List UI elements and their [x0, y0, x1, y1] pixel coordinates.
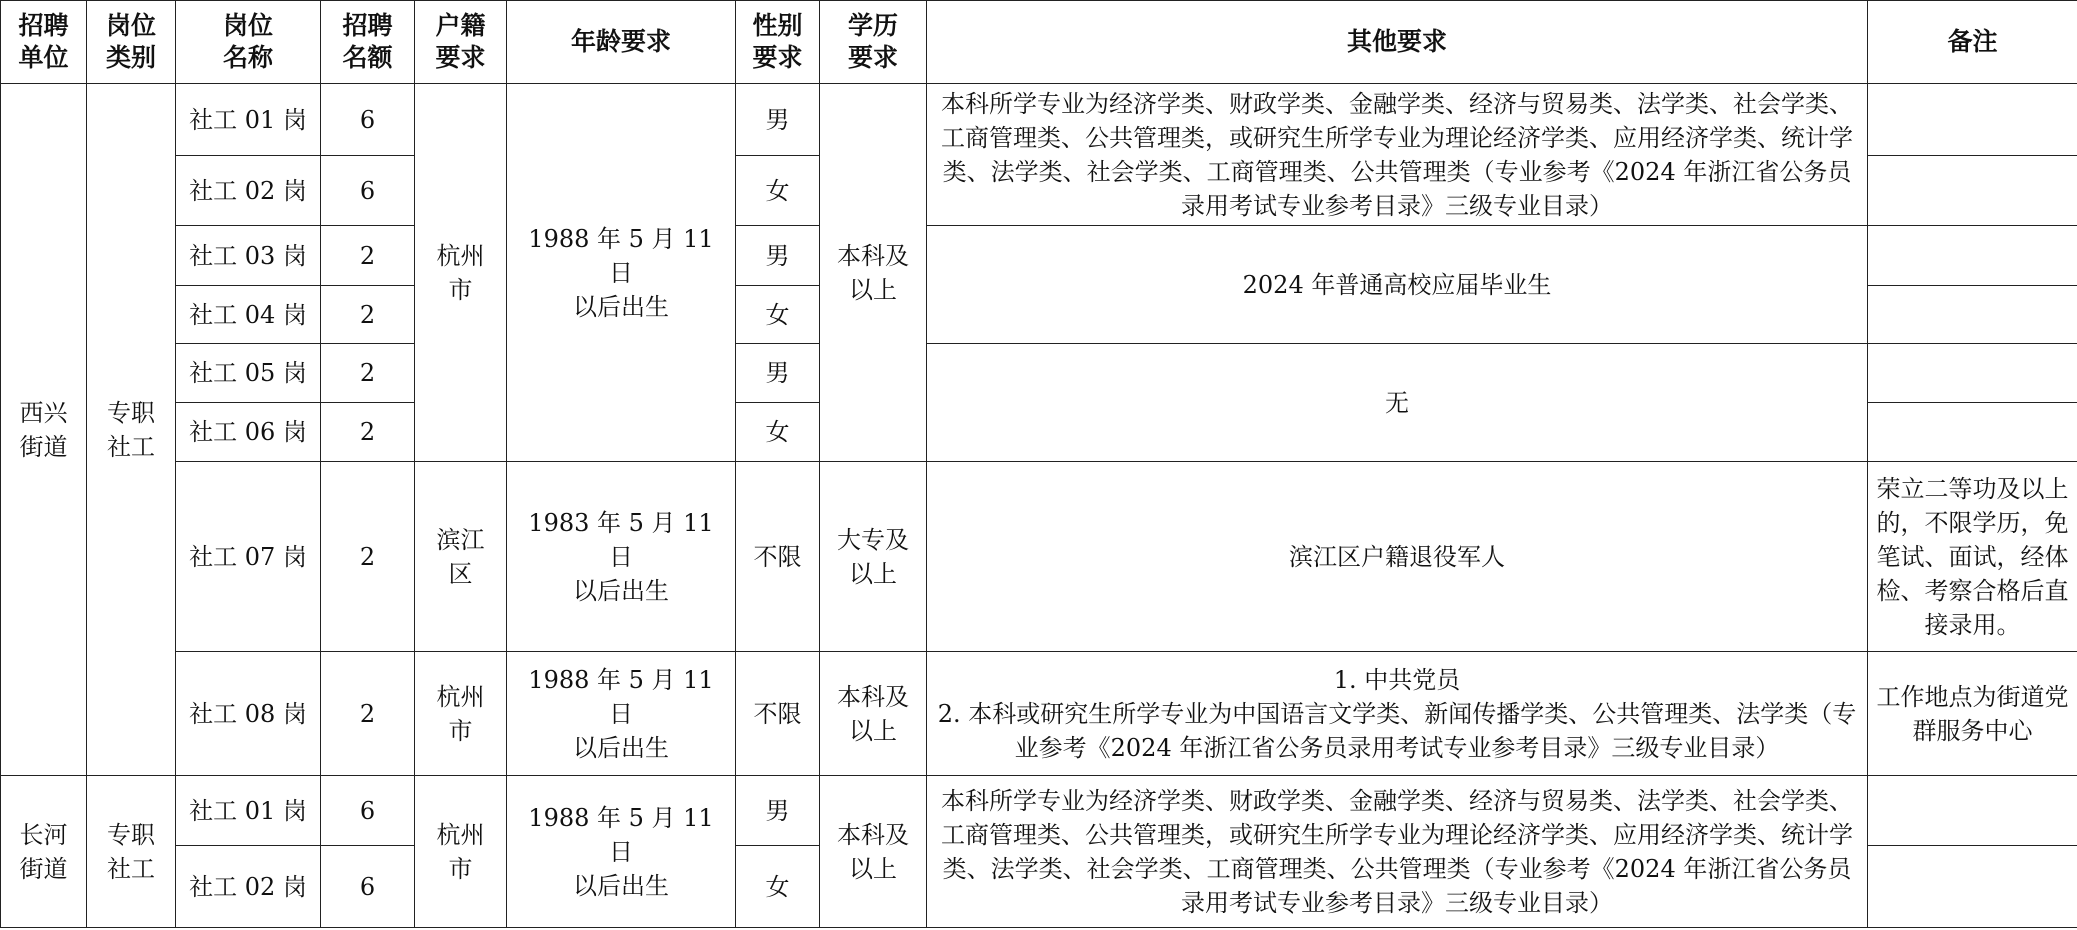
header-remark: 备注	[1868, 1, 2077, 84]
position-cell: 社工 06 岗	[176, 403, 321, 462]
education-cell: 本科及 以上	[820, 776, 927, 928]
header-unit: 招聘 单位	[1, 1, 87, 84]
gender-cell: 女	[736, 156, 820, 226]
remark-cell: 工作地点为街道党群服务中心	[1868, 652, 2077, 776]
table-row	[1, 344, 2077, 403]
other-requirements-cell: 无	[927, 344, 1868, 462]
quota-cell: 2	[321, 344, 415, 403]
other-requirements-cell: 1. 中共党员 2. 本科或研究生所学专业为中国语言文学类、新闻传播学类、公共管理类、法学类（专业参考《2024 年浙江省公务员录用考试专业参考目录》三级专业目录）	[927, 652, 1868, 776]
gender-cell: 男	[736, 84, 820, 156]
education-cell: 本科及 以上	[820, 652, 927, 776]
quota-cell: 6	[321, 156, 415, 226]
unit-cell: 西兴 街道	[1, 84, 87, 776]
other-requirements-cell: 本科所学专业为经济学类、财政学类、金融学类、经济与贸易类、法学类、社会学类、工商管理类、公共管理类，或研究生所学专业为理论经济学类、应用经济学类、统计学类、法学类、社会学类、工商管理类、公共管理类（专业参考《2024 年浙江省公务员录用考试专业参考目录》三级专业目录）	[927, 776, 1868, 928]
header-category: 岗位 类别	[87, 1, 176, 84]
position-cell: 社工 01 岗	[176, 776, 321, 846]
header-education: 学历 要求	[820, 1, 927, 84]
remark-cell	[1868, 776, 2077, 846]
remark-cell	[1868, 286, 2077, 344]
remark-cell	[1868, 344, 2077, 403]
quota-cell: 6	[321, 776, 415, 846]
gender-cell: 女	[736, 403, 820, 462]
other-requirements-cell: 2024 年普通高校应届毕业生	[927, 226, 1868, 344]
gender-cell: 不限	[736, 462, 820, 652]
remark-cell	[1868, 226, 2077, 286]
position-cell: 社工 01 岗	[176, 84, 321, 156]
quota-cell: 2	[321, 286, 415, 344]
position-cell: 社工 02 岗	[176, 846, 321, 928]
position-cell: 社工 02 岗	[176, 156, 321, 226]
education-cell: 本科及 以上	[820, 84, 927, 462]
age-cell: 1983 年 5 月 11 日 以后出生	[507, 462, 736, 652]
gender-cell: 男	[736, 344, 820, 403]
table-row	[1, 652, 2077, 776]
header-row	[1, 1, 2077, 84]
header-position: 岗位 名称	[176, 1, 321, 84]
position-cell: 社工 07 岗	[176, 462, 321, 652]
quota-cell: 6	[321, 84, 415, 156]
gender-cell: 男	[736, 226, 820, 286]
remark-cell: 荣立二等功及以上的，不限学历，免笔试、面试，经体检、考察合格后直接录用。	[1868, 462, 2077, 652]
quota-cell: 6	[321, 846, 415, 928]
header-hukou: 户籍 要求	[415, 1, 507, 84]
age-cell: 1988 年 5 月 11 日 以后出生	[507, 776, 736, 928]
header-age: 年龄要求	[507, 1, 736, 84]
gender-cell: 男	[736, 776, 820, 846]
position-cell: 社工 05 岗	[176, 344, 321, 403]
table-row	[1, 84, 2077, 156]
header-quota: 招聘 名额	[321, 1, 415, 84]
hukou-cell: 滨江 区	[415, 462, 507, 652]
quota-cell: 2	[321, 403, 415, 462]
category-cell: 专职 社工	[87, 84, 176, 776]
header-other: 其他要求	[927, 1, 1868, 84]
other-requirements-cell: 滨江区户籍退役军人	[927, 462, 1868, 652]
hukou-cell: 杭州 市	[415, 652, 507, 776]
table-row	[1, 462, 2077, 652]
remark-cell	[1868, 403, 2077, 462]
gender-cell: 女	[736, 286, 820, 344]
remark-cell	[1868, 156, 2077, 226]
position-cell: 社工 04 岗	[176, 286, 321, 344]
remark-cell	[1868, 84, 2077, 156]
category-cell: 专职 社工	[87, 776, 176, 928]
quota-cell: 2	[321, 226, 415, 286]
other-requirements-cell: 本科所学专业为经济学类、财政学类、金融学类、经济与贸易类、法学类、社会学类、工商管理类、公共管理类，或研究生所学专业为理论经济学类、应用经济学类、统计学类、法学类、社会学类、工商管理类、公共管理类（专业参考《2024 年浙江省公务员录用考试专业参考目录》三级专业目录）	[927, 84, 1868, 226]
table-row	[1, 776, 2077, 846]
education-cell: 大专及 以上	[820, 462, 927, 652]
position-cell: 社工 08 岗	[176, 652, 321, 776]
table-row	[1, 226, 2077, 286]
quota-cell: 2	[321, 462, 415, 652]
gender-cell: 不限	[736, 652, 820, 776]
quota-cell: 2	[321, 652, 415, 776]
unit-cell: 长河 街道	[1, 776, 87, 928]
hukou-cell: 杭州 市	[415, 776, 507, 928]
hukou-cell: 杭州 市	[415, 84, 507, 462]
gender-cell: 女	[736, 846, 820, 928]
remark-cell	[1868, 846, 2077, 928]
position-cell: 社工 03 岗	[176, 226, 321, 286]
header-gender: 性别 要求	[736, 1, 820, 84]
age-cell: 1988 年 5 月 11 日 以后出生	[507, 84, 736, 462]
age-cell: 1988 年 5 月 11 日 以后出生	[507, 652, 736, 776]
